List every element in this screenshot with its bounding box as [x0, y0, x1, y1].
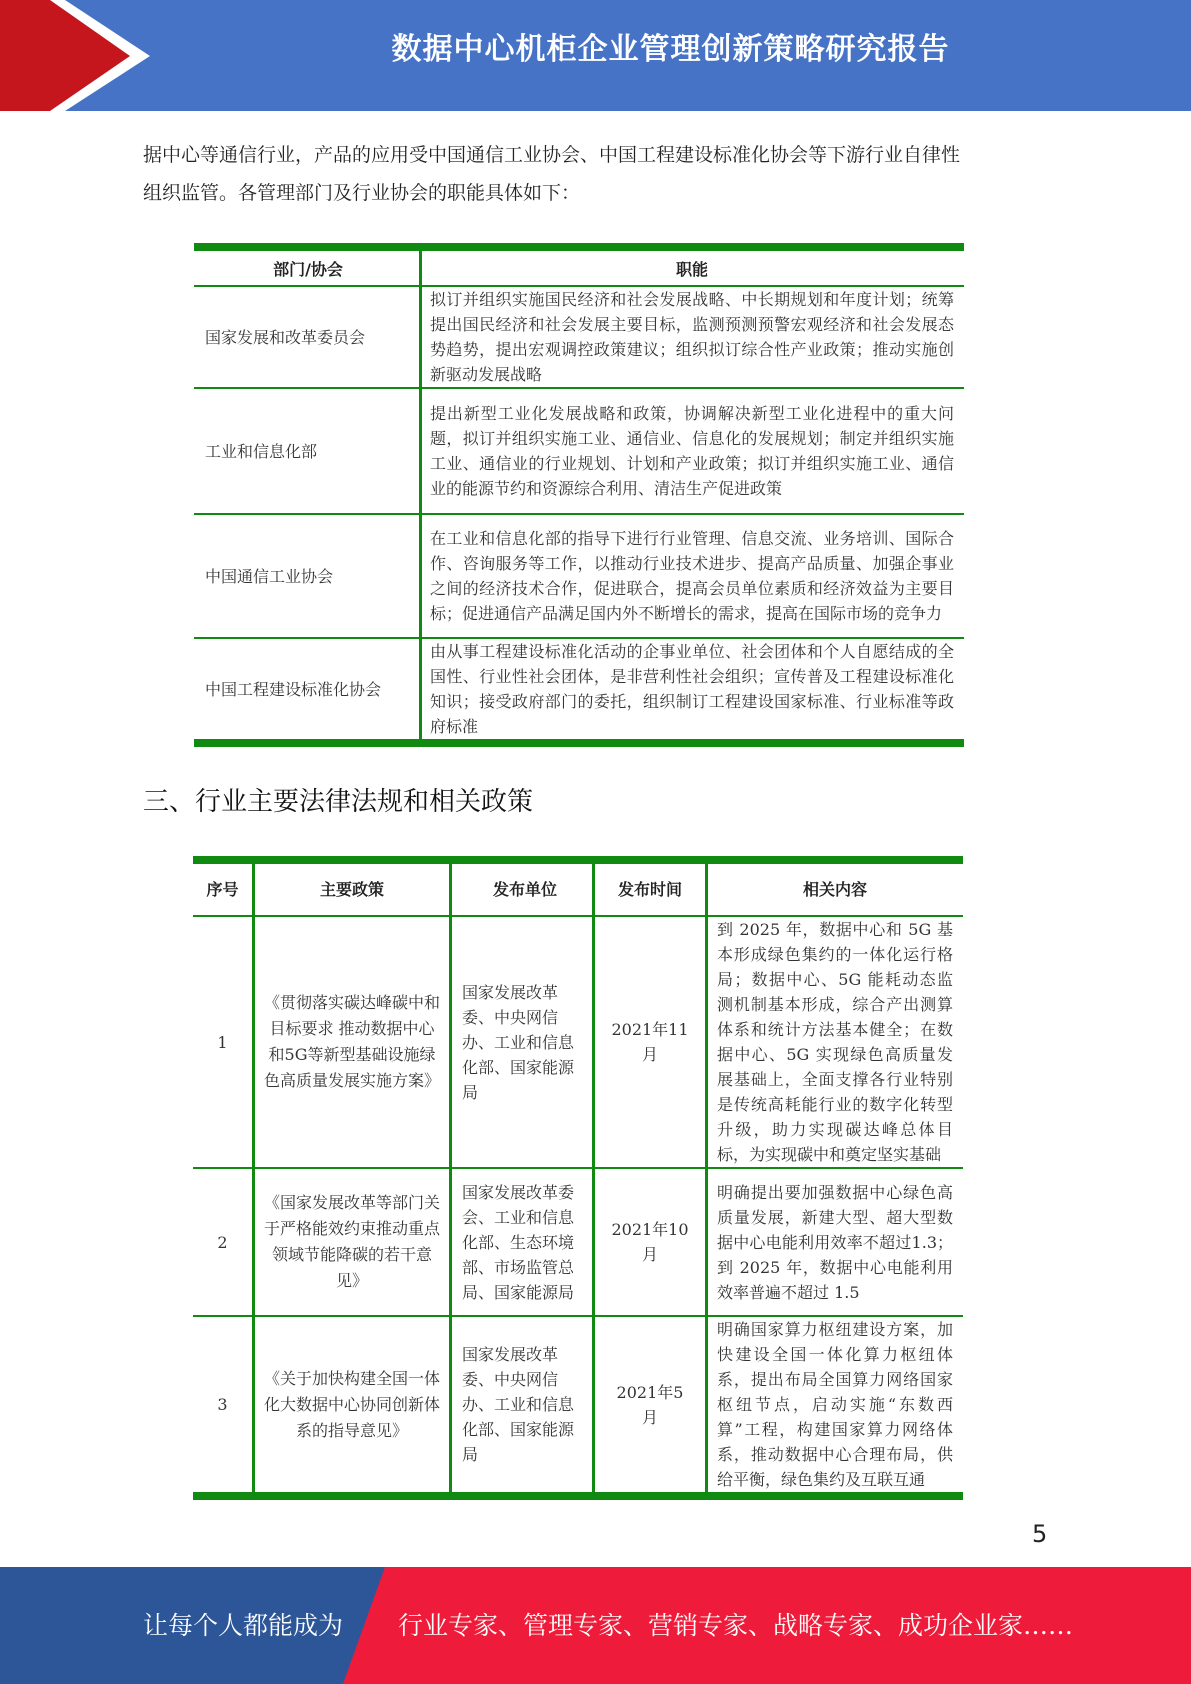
issuer-cell: 国家发展改革委、中央网信办、工业和信息化部、国家能源局	[451, 916, 594, 1168]
issuer-cell: 国家发展改革委会、工业和信息化部、生态环境部、市场监管总局、国家能源局	[451, 1168, 594, 1316]
no-cell: 1	[193, 916, 254, 1168]
intro-paragraph	[143, 136, 1068, 212]
table-row	[194, 388, 964, 514]
section-heading: 三、行业主要法律法规和相关政策	[143, 787, 534, 817]
dept-cell: 国家发展和改革委员会	[194, 286, 421, 388]
header-content: 相关内容	[707, 860, 964, 916]
report-title: 数据中心机柜企业管理创新策略研究报告	[391, 32, 950, 67]
table-header-row	[193, 860, 963, 916]
page-number: 5	[1032, 1520, 1048, 1548]
no-cell: 3	[193, 1316, 254, 1496]
footer-slogan-right: 行业专家、管理专家、营销专家、战略专家、成功企业家……	[398, 1611, 1074, 1640]
table-row	[193, 1316, 963, 1496]
duty-cell: 提出新型工业化发展战略和政策，协调解决新型工业化进程中的重大问题，拟订并组织实施工业、通信业、信息化的发展规划；制定并组织实施工业、通信业的行业规划、计划和产业政策；拟订并组织实施工业、通信业的能源节约和资源综合利用、清洁生产促进政策	[421, 388, 965, 514]
table-header-row	[194, 247, 964, 286]
header-duty: 职能	[421, 247, 965, 286]
intro-line-1: 据中心等通信行业，产品的应用受中国通信工业协会、中国工程建设标准化协会等下游行业自律性	[143, 144, 961, 166]
header-dept: 部门/协会	[194, 247, 421, 286]
department-duties-table	[194, 243, 964, 747]
table-row	[194, 514, 964, 638]
content-cell: 明确国家算力枢纽建设方案，加快建设全国一体化算力枢纽体系，提出布局全国算力网络国家枢纽节点，启动实施“东数西算”工程，构建国家算力网络体系，推动数据中心合理布局，供给平衡，绿色集约及互联互通	[707, 1316, 964, 1496]
header-chevron-icon	[0, 0, 160, 111]
content-cell: 明确提出要加强数据中心绿色高质量发展，新建大型、超大型数据中心电能利用效率不超过1.3；到 2025 年，数据中心电能利用效率普遍不超过 1.5	[707, 1168, 964, 1316]
dept-cell: 工业和信息化部	[194, 388, 421, 514]
page-footer	[0, 1567, 1191, 1684]
no-cell: 2	[193, 1168, 254, 1316]
policy-cell: 《国家发展改革等部门关于严格能效约束推动重点领域节能降碳的若干意见》	[254, 1168, 451, 1316]
date-cell: 2021年11月	[594, 916, 707, 1168]
policy-cell: 《关于加快构建全国一体化大数据中心协同创新体系的指导意见》	[254, 1316, 451, 1496]
policy-cell: 《贯彻落实碳达峰碳中和目标要求 推动数据中心和5G等新型基础设施绿色高质量发展实施方案》	[254, 916, 451, 1168]
intro-line-2: 组织监管。各管理部门及行业协会的职能具体如下：	[143, 182, 581, 204]
duty-cell: 在工业和信息化部的指导下进行行业管理、信息交流、业务培训、国际合作、咨询服务等工作，以推动行业技术进步、提高产品质量、加强企事业之间的经济技术合作，促进联合，提高会员单位素质和经济效益为主要目标；促进通信产品满足国内外不断增长的需求，提高在国际市场的竞争力	[421, 514, 965, 638]
duty-cell: 由从事工程建设标准化活动的企事业单位、社会团体和个人自愿结成的全国性、行业性社会团体，是非营利性社会组织；宣传普及工程建设标准化知识；接受政府部门的委托，组织制订工程建设国家标准、行业标准等政府标准	[421, 638, 965, 743]
table-row	[194, 638, 964, 743]
footer-slogan-left: 让每个人都能成为	[143, 1611, 344, 1640]
dept-cell: 中国工程建设标准化协会	[194, 638, 421, 743]
page-header	[0, 0, 1191, 111]
header-issuer: 发布单位	[451, 860, 594, 916]
header-date: 发布时间	[594, 860, 707, 916]
date-cell: 2021年5月	[594, 1316, 707, 1496]
header-no: 序号	[193, 860, 254, 916]
dept-cell: 中国通信工业协会	[194, 514, 421, 638]
table-row	[193, 1168, 963, 1316]
duty-cell: 拟订并组织实施国民经济和社会发展战略、中长期规划和年度计划；统筹提出国民经济和社会发展主要目标，监测预测预警宏观经济和社会发展态势趋势，提出宏观调控政策建议；组织拟订综合性产业政策；推动实施创新驱动发展战略	[421, 286, 965, 388]
content-cell: 到 2025 年，数据中心和 5G 基本形成绿色集约的一体化运行格局；数据中心、5G 能耗动态监测机制基本形成，综合产出测算体系和统计方法基本健全；在数据中心、5G 实现绿色高质量发展基础上，全面支撑各行业特别是传统高耗能行业的数字化转型升级，助力实现碳达峰总体目标，为实现碳中和奠定坚实基础	[707, 916, 964, 1168]
header-policy: 主要政策	[254, 860, 451, 916]
policy-table	[193, 856, 963, 1500]
table-row	[193, 916, 963, 1168]
date-cell: 2021年10月	[594, 1168, 707, 1316]
issuer-cell: 国家发展改革委、中央网信办、工业和信息化部、国家能源局	[451, 1316, 594, 1496]
table-row	[194, 286, 964, 388]
